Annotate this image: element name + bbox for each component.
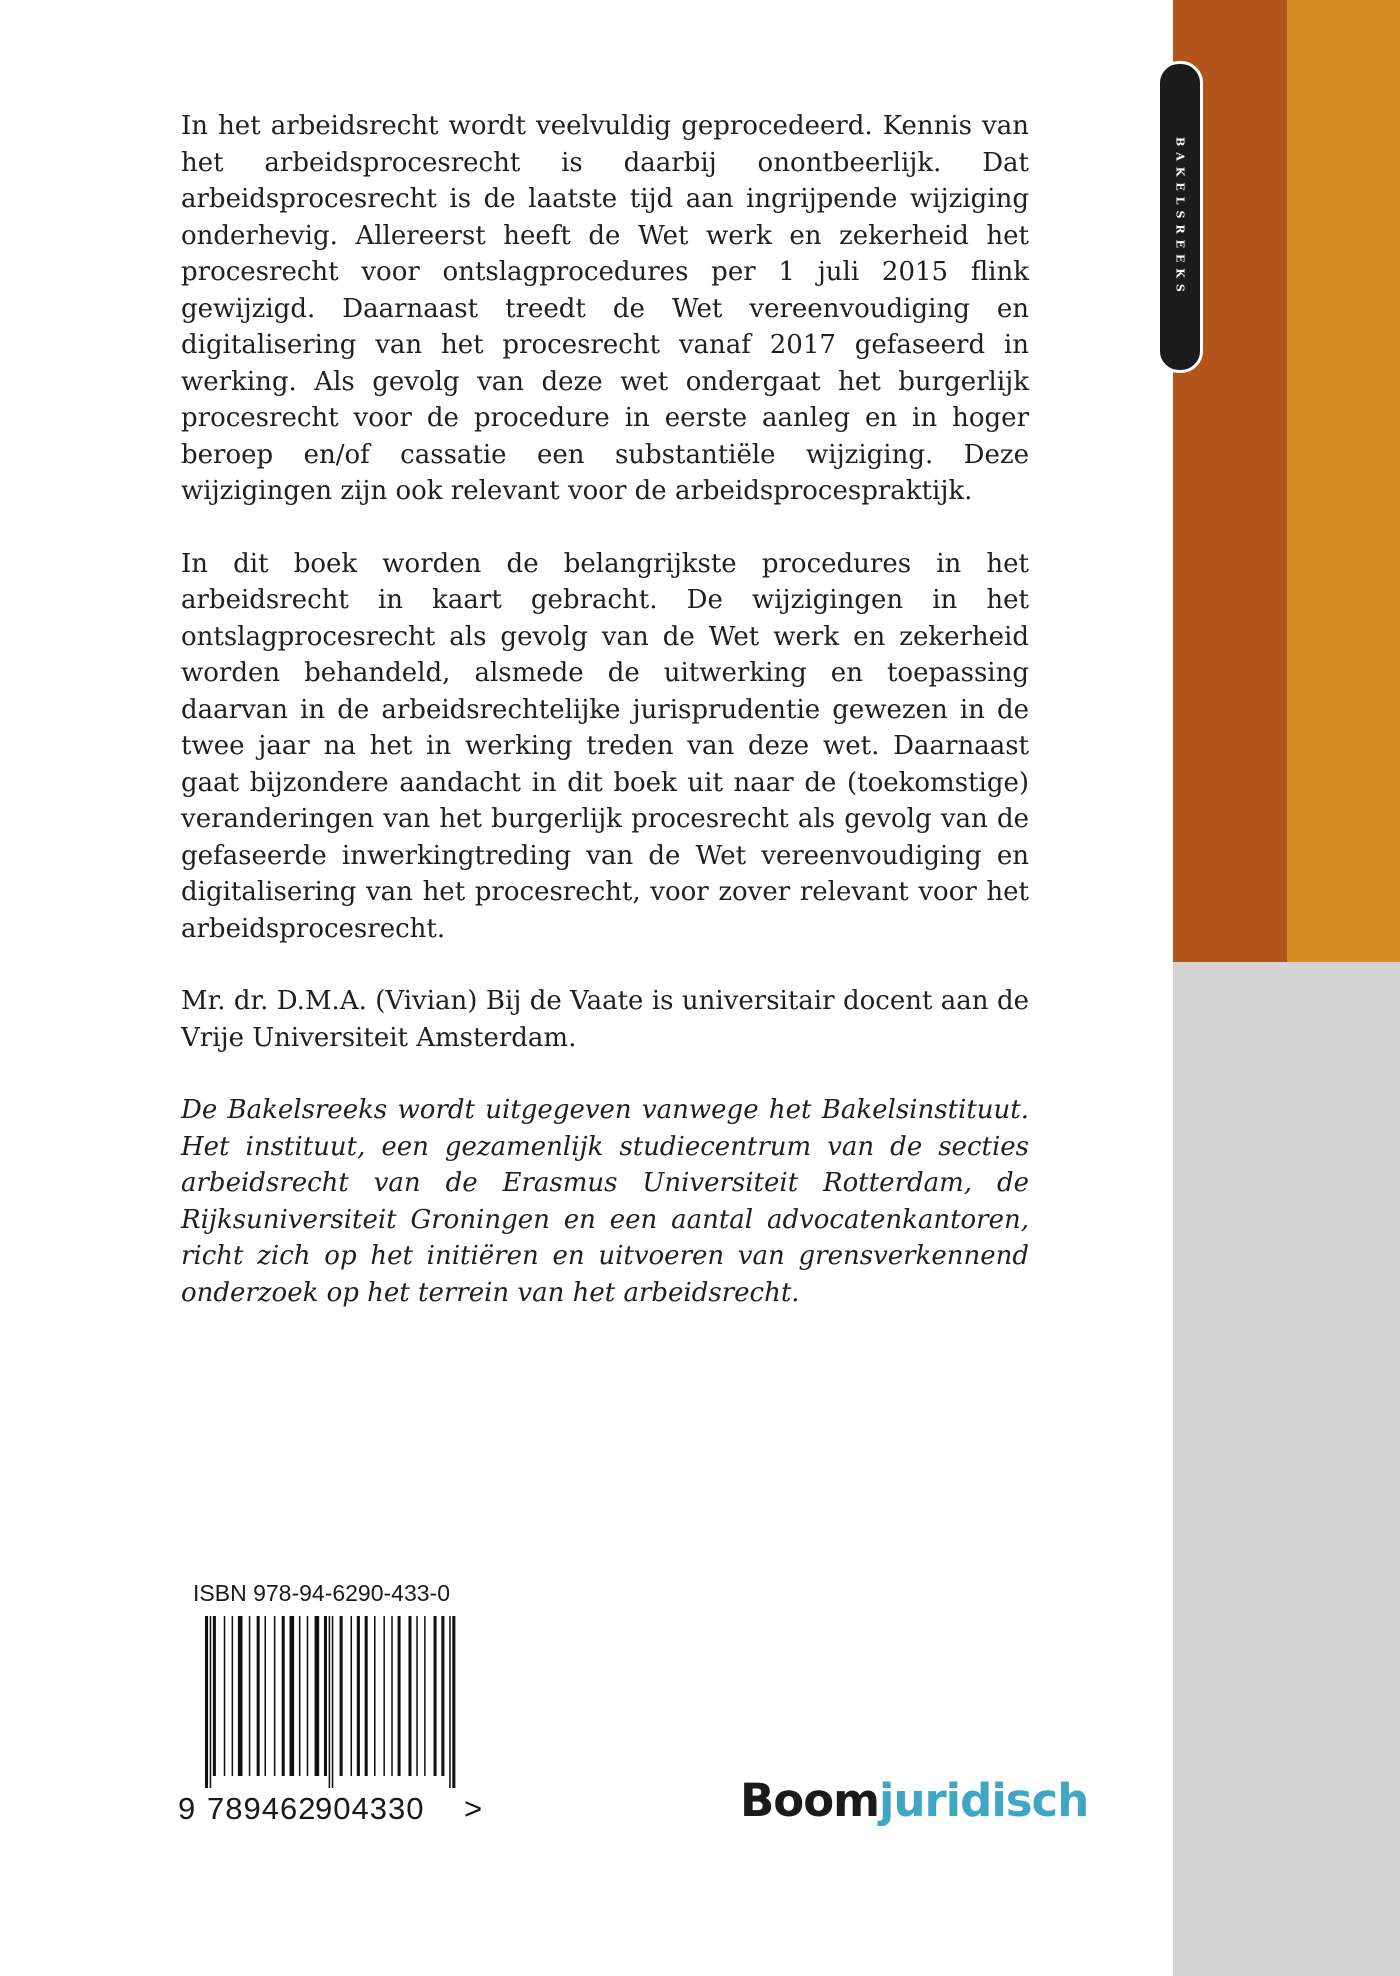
- barcode-bar: [374, 1616, 376, 1776]
- barcode-bar: [290, 1616, 295, 1776]
- barcode-bar: [452, 1616, 455, 1788]
- publisher-logo: [740, 1774, 1088, 1827]
- barcode-bar: [264, 1616, 266, 1776]
- barcode-bar: [210, 1616, 212, 1788]
- barcode-bar: [249, 1616, 251, 1776]
- blurb-paragraph-1: In het arbeidsrecht wordt veelvuldig geprocedeerd. Kennis van het arbeidsprocesrecht is daarbij onontbeerlijk. Dat arbeidsprocesrecht is de laatste tijd aan ingrijpende wijziging onderhevig. Allereerst heeft de Wet werk en zekerheid het procesrecht voor ontslagprocedures per 1 juli 2015 flink gewijzigd. Daarnaast treedt de Wet vereenvoudiging en digitalisering van het procesrecht vanaf 2017 gefaseerd in werking. Als gevolg van deze wet ondergaat het burgerlijk procesrecht voor de procedure in eerste aanleg en in hoger beroep en/of cassatie een substantiële wijziging. Deze wijzigingen zijn ook relevant voor de arbeidsprocespraktijk.: [181, 111, 1029, 506]
- barcode-bar: [232, 1616, 234, 1776]
- spine-stripe-grey: [1173, 962, 1400, 1976]
- series-note: De Bakelsreeks wordt uitgegeven vanwege het Bakelsinstituut. Het instituut, een gezamenlijk studiecentrum van de secties arbeidsrecht van de Erasmus Universiteit Rotterdam, de Rijksuniversiteit Groningen en een aantal advocatenkantoren, richt zich op het initiëren en uitvoeren van grensverkennend onderzoek op het terrein van het arbeidsrecht.: [181, 1095, 1029, 1308]
- barcode-bar: [213, 1616, 216, 1776]
- barcode-bar: [365, 1616, 368, 1776]
- barcode-bar: [224, 1616, 226, 1776]
- spine-stripe-ochre: [1287, 0, 1400, 962]
- barcode-bar: [416, 1616, 418, 1776]
- barcode-bar: [391, 1616, 393, 1776]
- barcode-arrow: >: [464, 1791, 483, 1826]
- series-label: BAKELSREEKS: [1173, 136, 1187, 298]
- barcode-bar: [441, 1616, 444, 1776]
- barcode-bar: [332, 1616, 334, 1788]
- barcode: [205, 1616, 457, 1788]
- barcode-bar: [351, 1616, 353, 1776]
- barcode-bar: [307, 1616, 309, 1776]
- barcode-bar: [449, 1616, 451, 1788]
- author-bio: Mr. dr. D.M.A. (Vivian) Bij de Vaate is universitair docent aan de Vrije Universiteit Amsterdam.: [181, 986, 1029, 1053]
- barcode-bar: [238, 1616, 243, 1776]
- barcode-bar: [340, 1616, 343, 1776]
- barcode-digit-first: 9: [178, 1791, 196, 1826]
- barcode-bar: [433, 1616, 436, 1776]
- series-tab: [1157, 61, 1203, 373]
- barcode-bar: [257, 1616, 260, 1776]
- blurb-paragraph-2: In dit boek worden de belangrijkste procedures in het arbeidsrecht in kaart gebracht. De wijzigingen in het ontslagprocesrecht als gevolg van de Wet werk en zekerheid worden behandeld, alsmede de uitwerking en toepassing daarvan in de arbeidsrechtelijke jurisprudentie gewezen in de twee jaar na het in werking treden van deze wet. Daarnaast gaat bijzondere aandacht in dit boek uit naar de (toekomstige) veranderingen van het burgerlijk procesrecht als gevolg van de gefaseerde inwerkingtreding van de Wet vereenvoudiging en digitalisering van het procesrecht, voor zover relevant voor het arbeidsprocesrecht.: [181, 548, 1029, 944]
- barcode-digits-left: 789462: [207, 1791, 317, 1826]
- blurb-text: [181, 108, 1029, 1347]
- logo-boom: Boom: [740, 1774, 880, 1827]
- barcode-bar: [299, 1616, 301, 1776]
- logo-juridisch: juridisch: [879, 1774, 1089, 1827]
- barcode-bar: [315, 1616, 320, 1776]
- barcode-bar: [324, 1616, 327, 1776]
- barcode-bar: [329, 1616, 331, 1788]
- barcode-bar: [274, 1616, 276, 1776]
- barcode-bar: [205, 1616, 208, 1788]
- barcode-bar: [398, 1616, 401, 1776]
- isbn-label: ISBN 978-94-6290-433-0: [193, 1580, 450, 1606]
- barcode-digits-right: 904330: [315, 1791, 425, 1826]
- barcode-bar: [282, 1616, 285, 1776]
- barcode-bar: [357, 1616, 360, 1776]
- barcode-bar: [383, 1616, 385, 1776]
- barcode-bar: [424, 1616, 426, 1776]
- barcode-bar: [408, 1616, 411, 1776]
